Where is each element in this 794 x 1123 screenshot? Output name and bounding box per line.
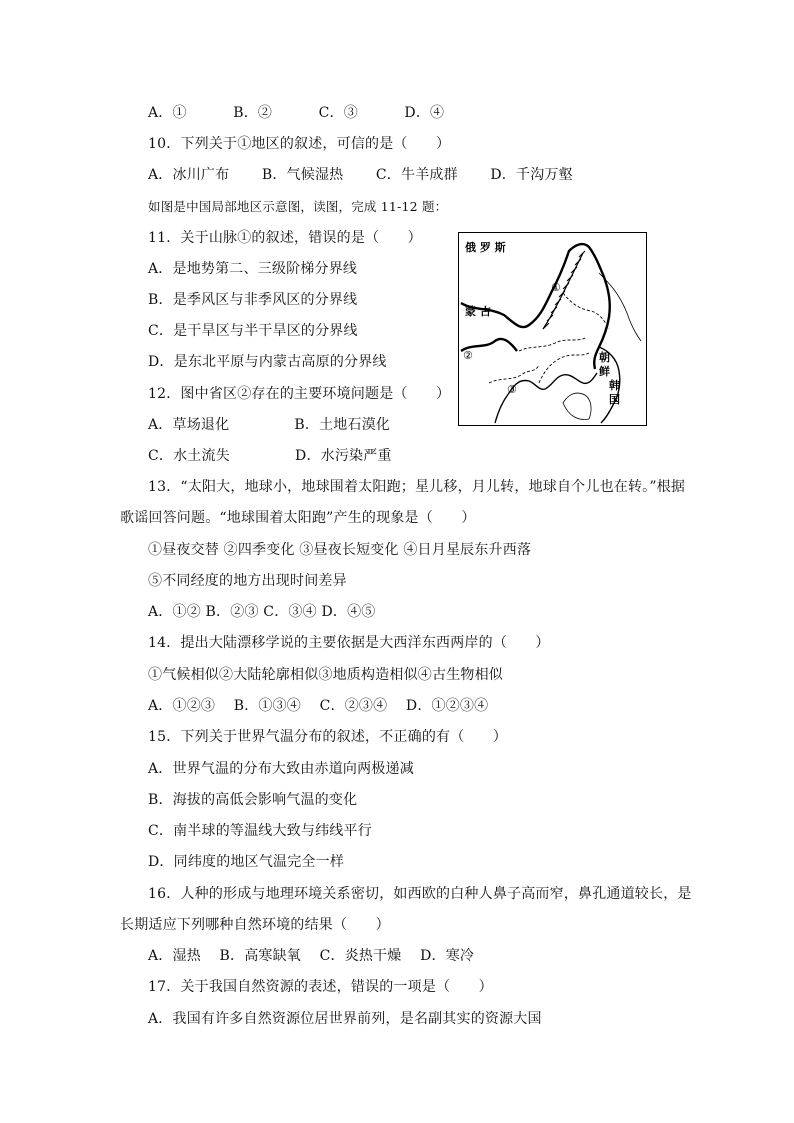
label-russia: 俄 罗 斯: [465, 241, 506, 254]
map-instructions: 如图是中国局部地区示意图，读图，完成 11-12 题：: [148, 199, 448, 214]
label-korea-south-2: 国: [609, 393, 620, 406]
option-15a: A．世界气温的分布大致由赤道向两极递减: [148, 761, 414, 777]
q13-choices-line2: ⑤不同经度的地方出现时间差异: [148, 573, 347, 589]
label-korea-south: 韩: [609, 379, 620, 392]
question-14: 14．提出大陆漂移学说的主要依据是大西洋东西两岸的（ ）: [148, 635, 550, 651]
option-15c: C．南半球的等温线大致与纬线平行: [148, 823, 372, 839]
label-mongolia: 蒙 古: [465, 305, 491, 318]
question-16-line1: 16．人种的形成与地理环境关系密切，如西欧的白种人鼻子高而窄，鼻孔通道较长，是: [148, 886, 692, 902]
coastline: [495, 373, 597, 423]
option-11d: D．是东北平原与内蒙古高原的分界线: [148, 354, 387, 370]
china-regional-map: [458, 232, 647, 426]
answer-options-q10: A．冰川广布 B．气候湿热 C．牛羊成群 D．千沟万壑: [148, 167, 573, 183]
map-marker-3: ③: [507, 383, 517, 396]
question-17: 17．关于我国自然资源的表述，错误的一项是（ ）: [148, 979, 493, 995]
options-12cd: C．水土流失 D．水污染严重: [148, 448, 392, 464]
q13-choices-line1: ①昼夜交替 ②四季变化 ③昼夜长短变化 ④日月星辰东升西落: [148, 542, 532, 558]
answer-options-q14: A．①②③ B．①③④ C．②③④ D．①②③④: [148, 698, 489, 714]
province-boundary-2: [539, 353, 589, 383]
question-10: 10．下列关于①地区的叙述，可信的是（ ）: [148, 136, 451, 152]
option-15d: D．同纬度的地区气温完全一样: [148, 854, 345, 870]
option-17a: A．我国有许多自然资源位居世界前列，是名副其实的资源大国: [148, 1011, 542, 1027]
province-boundary: [519, 337, 587, 351]
option-11c: C．是干旱区与半干旱区的分界线: [148, 323, 358, 339]
question-15: 15．下列关于世界气温分布的叙述，不正确的有（ ）: [148, 729, 508, 745]
question-13-line2: 歌谣回答问题。“地球围着太阳跑”产生的现象是（ ）: [120, 510, 476, 526]
map-drawing: [459, 233, 645, 424]
option-11a: A．是地势第二、三级阶梯分界线: [148, 261, 358, 277]
question-13-line1: 13．“太阳大，地球小，地球围着太阳跑；星儿移，月儿转，地球自个儿也在转。”根据: [148, 479, 686, 495]
options-12ab: A．草场退化 B．土地石漠化: [148, 417, 391, 433]
question-16-line2: 长期适应下列哪种自然环境的结果（ ）: [120, 917, 390, 933]
question-11: 11．关于山脉①的叙述，错误的是（ ）: [148, 230, 422, 246]
sea-area: [563, 393, 591, 419]
map-marker-1: ①: [551, 281, 561, 294]
label-korea-north-2: 鲜: [599, 365, 610, 378]
label-korea-north: 朝: [599, 351, 610, 364]
province-boundary-4: [563, 293, 609, 329]
option-15b: B．海拔的高低会影响气温的变化: [148, 792, 358, 808]
map-marker-2: ②: [463, 349, 473, 362]
answer-options-q9: A．① B．② C．③ D．④: [148, 105, 445, 121]
answer-options-q16: A．湿热 B．高寒缺氧 C．炎热干燥 D．寒冷: [148, 948, 475, 964]
option-11b: B．是季风区与非季风区的分界线: [148, 292, 358, 308]
question-12: 12．图中省区②存在的主要环境问题是（ ）: [148, 386, 451, 402]
province-boundary-3: [489, 365, 539, 383]
q14-choices: ①气候相似②大陆轮廓相似③地质构造相似④古生物相似: [148, 667, 503, 683]
answer-options-q13: A．①② B．②③ C．③④ D．④⑤: [148, 604, 376, 620]
